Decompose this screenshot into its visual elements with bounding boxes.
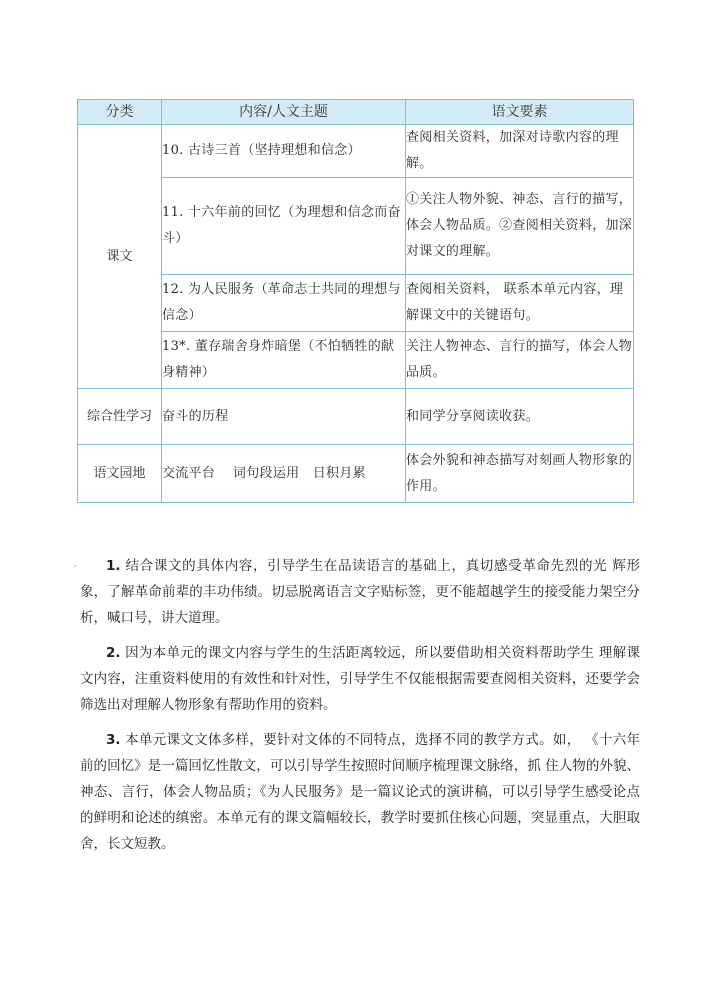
bullet-dot: · xyxy=(74,562,77,571)
unit-overview-table xyxy=(77,99,634,503)
table-row xyxy=(78,445,634,503)
paragraph-number: 1. xyxy=(106,558,121,574)
header-content: 内容/人文主题 xyxy=(162,100,406,125)
category-yuandi: 语文园地 xyxy=(78,445,162,503)
paragraph-number: 3. xyxy=(106,732,121,748)
category-zonghe: 综合性学习 xyxy=(78,389,162,445)
header-requirement: 语文要素 xyxy=(406,100,634,125)
teaching-paragraph-1 xyxy=(80,553,640,631)
table-row xyxy=(78,389,634,445)
zonghe-content: 奋斗的历程 xyxy=(162,389,406,445)
paragraph-text: 因为本单元的课文内容与学生的生活距离较远，所以要借助相关资料帮助学生 理解课文内容，注重资料使用的有效性和针对性，引导学生不仅能根据需要查阅相关资料，还要学会筛选出对理解人物形象有帮助作用的资料。 xyxy=(80,645,640,713)
lesson-10-content: 10. 古诗三首（坚持理想和信念） xyxy=(162,125,406,178)
paragraph-text: 本单元课文文体多样，要针对文体的不同特点，选择不同的教学方式。如， 《十六年前的回忆》是一篇回忆性散文，可以引导学生按照时间顺序梳理课文脉络，抓 住人物的外貌、神态、言行，体会人物品质；《为人民服务》是一篇议论式的演讲稿，可以引导学生感受论点的鲜明和论述的缜密。本单元有的课文篇幅较长，教学时要抓住核心问题，突显重点，大胆取舍，长文短教。 xyxy=(80,732,640,852)
paragraph-text: 结合课文的具体内容，引导学生在品读语言的基础上，真切感受革命先烈的光 辉形象，了解革命前辈的丰功伟绩。切忌脱离语言文字贴标签，更不能超越学生的接受能力架空分析，喊口号，讲大道理。 xyxy=(80,558,640,626)
category-kewen: 课文 xyxy=(78,125,162,389)
teaching-paragraph-2 xyxy=(80,640,640,718)
table-row xyxy=(78,178,634,275)
teaching-paragraph-3 xyxy=(80,727,640,857)
table-header-row xyxy=(78,100,634,125)
header-category: 分类 xyxy=(78,100,162,125)
table-row xyxy=(78,332,634,389)
paragraph-number: 2. xyxy=(106,645,121,661)
lesson-12-content: 12. 为人民服务（革命志士共同的理想与信念） xyxy=(162,275,406,332)
lesson-13-requirement: 关注人物神态、言行的描写，体会人物品质。 xyxy=(406,332,634,389)
lesson-11-requirement: ①关注人物外貌、神态、言行的描写，体会人物品质。②查阅相关资料，加深对课文的理解。 xyxy=(406,178,634,275)
lesson-13-content: 13*. 董存瑞舍身炸暗堡（不怕牺牲的献身精神） xyxy=(162,332,406,389)
yuandi-content: 交流平台 词句段运用 日积月累 xyxy=(162,445,406,503)
lesson-11-content: 11. 十六年前的回忆（为理想和信念而奋斗） xyxy=(162,178,406,275)
lesson-10-requirement: 查阅相关资料，加深对诗歌内容的理解。 xyxy=(406,125,634,178)
lesson-12-requirement: 查阅相关资料， 联系本单元内容，理解课文中的关键语句。 xyxy=(406,275,634,332)
table-row xyxy=(78,275,634,332)
yuandi-requirement: 体会外貌和神态描写对刻画人物形象的作用。 xyxy=(406,445,634,503)
table-row xyxy=(78,125,634,178)
zonghe-requirement: 和同学分享阅读收获。 xyxy=(406,389,634,445)
